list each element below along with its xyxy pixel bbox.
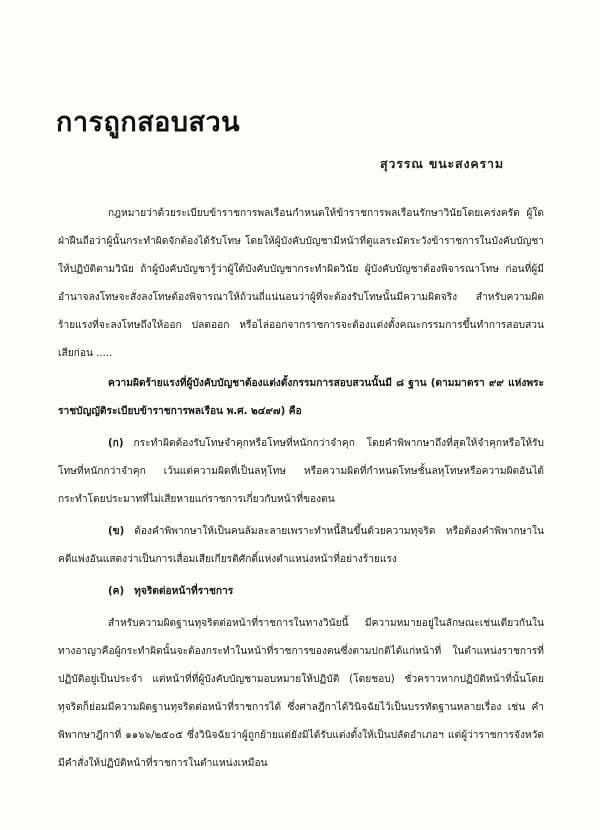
list-item — [58, 518, 544, 574]
list-item-text: ทุจริตต่อหน้าที่ราชการ — [134, 586, 234, 597]
list-item — [58, 578, 544, 606]
list-item — [58, 430, 544, 514]
list-item-text: ต้องคำพิพากษาให้เป็นคนล้มละลายเพราะทำหนี้สินขึ้นด้วยความทุจริต หรือต้องคำพิพากษาในคดีแพ่งอันแสดงว่าเป็นการเสื่อมเสียเกียรติศักดิ์แห่งตำแหน่งหน้าที่อย่างร้ายแรง — [58, 526, 544, 565]
list-item-label: (ข) — [108, 526, 125, 537]
document-body — [58, 200, 544, 778]
page-title: การถูกสอบสวน — [56, 107, 241, 138]
intro-paragraph: กฎหมายว่าด้วยระเบียบข้าราชการพลเรือนกำหนดให้ข้าราชการพลเรือนรักษาวินัยโดยเคร่งครัด ผู้ใดฝ่าฝืนถือว่าผู้นั้นกระทำผิดจักต้องได้รับโทษ โดยให้ผู้บังคับบัญชามีหน้าที่ดูแลระมัดระวังข้าราชการในบังคับบัญชาให้ปฏิบัติตามวินัย ถ้าผู้บังคับบัญชารู้ว่าผู้ใต้บังคับบัญชากระทำผิดวินัย ผู้บังคับบัญชาต้องพิจารณาโทษ ก่อนที่ผู้มีอำนาจลงโทษจะสั่งลงโทษต้องพิจารณาให้ถ้วนถี่แน่นอนว่าผู้ที่จะต้องรับโทษนั้นมีความผิดจริง สำหรับความผิดร้ายแรงที่จะลงโทษถึงให้ออก ปลดออก หรือไล่ออกจากราชการจะต้องแต่งตั้งคณะกรรมการขึ้นทำการสอบสวนเสียก่อน ..... — [58, 208, 544, 359]
list-item-label: (ก) — [108, 438, 124, 449]
list-item-label: (ค) — [108, 586, 125, 597]
list-item-text: กระทำผิดต้องรับโทษจำคุกหรือโทษที่หนักกว่าจำคุก โดยคำพิพากษาถึงที่สุดให้จำคุกหรือให้รับโทษที่หนักกว่าจำคุก เว้นแต่ความผิดที่เป็นลหุโทษ หรือความผิดที่กำหนดโทษชั้นลหุโทษหรือความผิดอันได้กระทำโดยประมาทที่ไม่เสียหายแก่ราชการเกี่ยวกับหน้าที่ของตน — [58, 438, 544, 505]
closing-paragraph: สำหรับความผิดฐานทุจริตต่อหน้าที่ราชการในทางวินัยนี้ มีความหมายอยู่ในลักษณะเช่นเดียวกันในทางอาญาคือผู้กระทำผิดนั้นจะต้องกระทำในหน้าที่ราชการของตนซึ่งตามปกติได้แก่หน้าที่ ในตำแหน่งราชการที่ปฏิบัติอยู่เป็นประจำ แต่หน้าที่ที่ผู้บังคับบัญชามอบหมายให้ปฏิบัติ (โดยชอบ) ชั่วคราวหากปฏิบัติหน้าที่นั้นโดยทุจริตก็ย่อมมีความผิดฐานทุจริตต่อหน้าที่ราชการได้ ซึ่งศาลฎีกาได้วินิจฉัยไว้เป็นบรรทัดฐานหลายเรื่อง เช่น คำพิพากษาฎีกาที่ ๑๑๖๖/๒๕๐๕ ซึ่งวินิจฉัยว่าผู้ถูกย้ายแต่ยังมิได้รับแต่งตั้งให้เป็นปลัดอำเภอฯ แต่ผู้ว่าราชการจังหวัดมีคำสั่งให้ปฏิบัติหน้าที่ราชการในตำแหน่งเหมือน — [58, 618, 544, 769]
offense-list-intro: ความผิดร้ายแรงที่ผู้บังคับบัญชาต้องแต่งตั้งกรรมการสอบสวนนั้นมี ๘ ฐาน (ตามมาตรา ๙๙ แห่งพระราชบัญญัติระเบียบข้าราชการพลเรือน พ.ศ. ๒๔๙๗) คือ — [58, 378, 544, 417]
author-name: สุวรรณ ขนะสงคราม — [380, 156, 504, 171]
